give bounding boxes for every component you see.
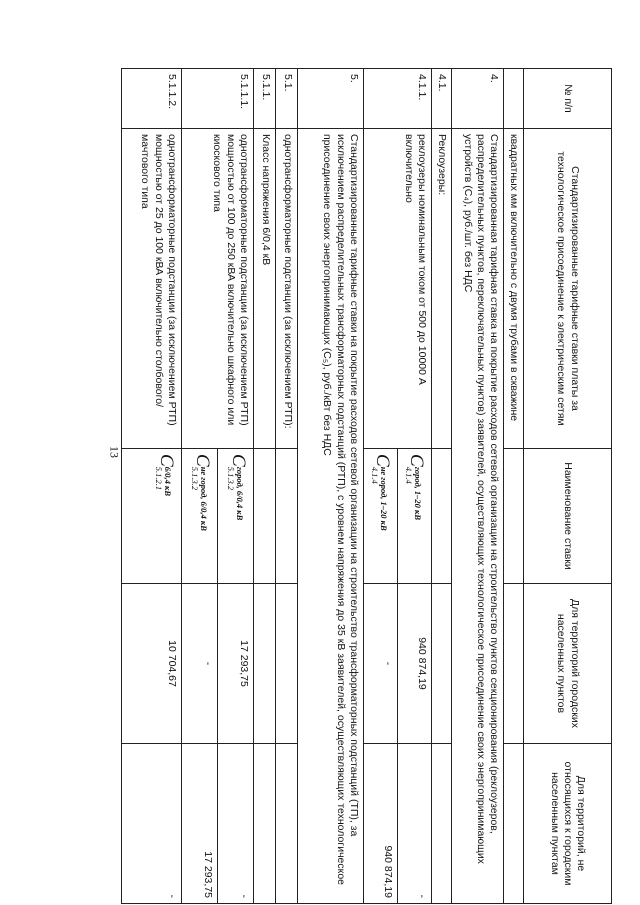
rate-formula: C 6/0,4 кВ 5.1.2.1 [154, 454, 177, 497]
nonurban-value: - [397, 744, 431, 904]
table-header-row [524, 69, 612, 904]
header-nonurban: Для территорий, не относящихся к городским населенным пунктам [524, 744, 612, 904]
urban-value [253, 584, 275, 744]
urban-value: 17 293,75 [217, 584, 253, 744]
row-description: реклоузеры номинальным током от 500 до 10000 А включительно [363, 129, 431, 449]
tariff-table [121, 68, 612, 904]
row-num: 5. [297, 69, 363, 129]
rate-cell [121, 449, 181, 584]
row-num: 5.1. [275, 69, 297, 129]
rate-cell [397, 449, 431, 584]
nonurban-value [503, 744, 523, 904]
rate-cell [253, 449, 275, 584]
table-row [275, 69, 297, 904]
rate-cell [275, 449, 297, 584]
table-row [431, 69, 451, 904]
nonurban-value [431, 744, 451, 904]
nonurban-value: - [121, 744, 181, 904]
row-description: Стандартизированная тарифная ставка на покрытие расходов сетевой организации на строительство пунктов секционирования (реклоузеров, распределительных пунктов, переключательных пунктов) заявителей, осуществляющих технологическое присоединение своих энергопринимающих устройств (С₄), руб./шт. без НДС [451, 129, 503, 904]
header-description: Стандартизированные тарифные ставки платы за технологическое присоединение к электрическим сетям [524, 129, 612, 449]
table-row [451, 69, 503, 904]
table-row [397, 69, 431, 904]
row-num: 5.1.1.1. [181, 69, 253, 129]
urban-value [275, 584, 297, 744]
nonurban-value: 17 293,75 [181, 744, 217, 904]
rate-formula: C не город, 6/0,4 кВ 5.1.3.2 [190, 454, 213, 531]
urban-value: - [363, 584, 397, 744]
header-rate-name: Наименование ставки [524, 449, 612, 584]
table-row [217, 69, 253, 904]
rate-formula: C не город, 1–20 кВ 4.1.4 [370, 454, 393, 531]
rate-cell [363, 449, 397, 584]
urban-value: 940 874,19 [397, 584, 431, 744]
row-num: 5.1.1. [253, 69, 275, 129]
row-description: Класс напряжения 6/0,4 кВ [253, 129, 275, 449]
page-number: 13 [107, 446, 122, 458]
urban-value [503, 584, 523, 744]
rate-cell [181, 449, 217, 584]
row-description: Реклоузеры: [431, 129, 451, 449]
nonurban-value: - [217, 744, 253, 904]
urban-value: 10 704,67 [121, 584, 181, 744]
table-row [253, 69, 275, 904]
row-description: однотрансформаторные подстанции (за исключением РТП) мощностью от 100 до 250 кВА включительно шкафного или киоскового типа [181, 129, 253, 449]
urban-value [431, 584, 451, 744]
nonurban-value [275, 744, 297, 904]
row-description: Стандартизированные тарифные ставки на покрытие расходов сетевой организации на строительство трансформаторных подстанций (ТП), за исключением распределительных трансформаторных подстанций (РТП), с уровнем напряжения до 35 кВ заявителей, осуществляющих технологическое присоединение своих энергопринимающих (С₅), руб./кВт без НДС [297, 129, 363, 904]
row-num: 4.1.1. [363, 69, 431, 129]
header-urban: Для территорий городских населенных пунктов [524, 584, 612, 744]
row-description: однотрансформаторные подстанции (за исключением РТП): [275, 129, 297, 449]
row-num: 4.1. [431, 69, 451, 129]
row-num: 4. [451, 69, 503, 129]
row-description: квадратных мм включительно с двумя трубами в скважине [503, 129, 523, 449]
rate-cell [431, 449, 451, 584]
rate-formula: C город, 6/0,4 кВ 5.1.3.2 [226, 454, 249, 521]
rotated-page [139, 68, 612, 903]
header-num: № п/п [524, 69, 612, 129]
rate-cell [217, 449, 253, 584]
rate-cell [503, 449, 523, 584]
table-row [121, 69, 181, 904]
rate-formula: C город, 1–20 кВ 4.1.4 [404, 454, 427, 521]
row-num [503, 69, 523, 129]
row-description: однотрансформаторные подстанции (за исключением РТП) мощностью от 25 до 100 кВА включительно столбового/мачтового типа [121, 129, 181, 449]
table-row [297, 69, 363, 904]
nonurban-value [253, 744, 275, 904]
row-num: 5.1.1.2. [121, 69, 181, 129]
nonurban-value: 940 874,19 [363, 744, 397, 904]
table-row [503, 69, 523, 904]
urban-value: - [181, 584, 217, 744]
